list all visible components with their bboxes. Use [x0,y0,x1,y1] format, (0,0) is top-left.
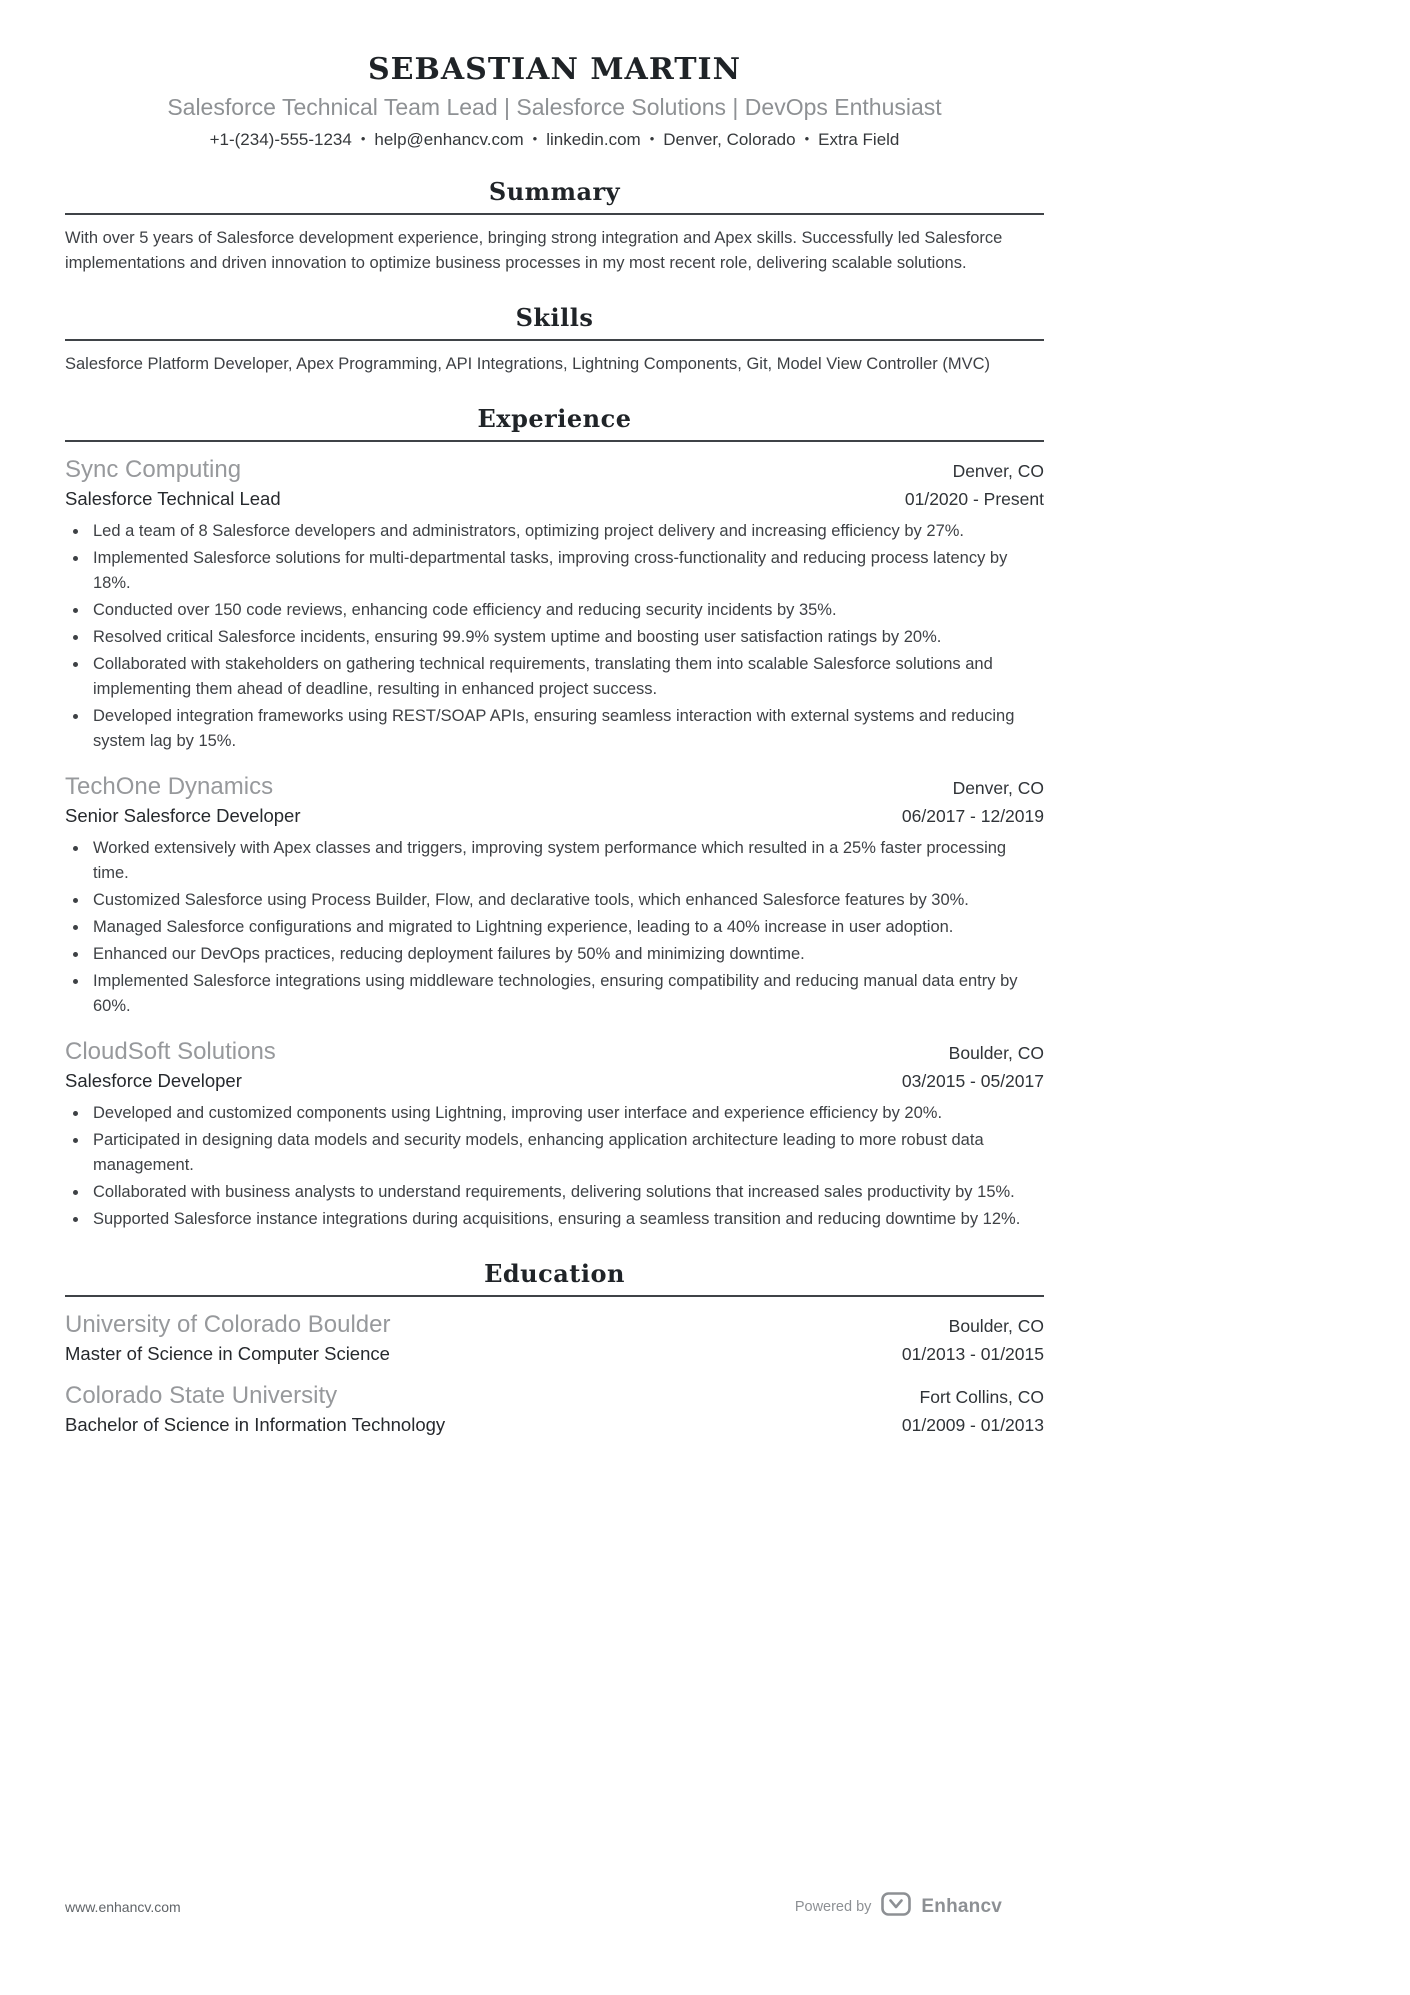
job-bullet: • Managed Salesforce configurations and migrated to Lightning experience, leading to a 40% increase in user adoption. [89,915,1044,940]
company-name: CloudSoft Solutions [65,1038,276,1065]
company-name: TechOne Dynamics [65,773,274,800]
job-dates: 06/2017 - 12/2019 [901,806,1044,826]
brand-name: Enhancv [921,1895,1002,1917]
powered-by-label: Powered by [794,1898,872,1915]
job-bullet: • Implemented Salesforce solutions for multi-departmental tasks, improving cross-functionality and reducing process latency by 18%. [89,546,1044,596]
education-dates: 01/2009 - 01/2013 [901,1415,1044,1435]
section-title-education: Education [484,1259,625,1288]
entry-subheader-row [65,1340,1044,1367]
linkedin-link[interactable]: linkedin.com [546,130,641,149]
entry-header-row [65,1380,1044,1411]
job-bullet: • Customized Salesforce using Process Builder, Flow, and declarative tools, which enhanced Salesforce features by 30%. [89,888,1044,913]
summary-section [65,177,1044,276]
website-link[interactable]: www.enhancv.com [65,1898,181,1915]
candidate-name: SEBASTIAN MARTIN [368,52,741,87]
job-bullet: • Developed integration frameworks using REST/SOAP APIs, ensuring seamless interaction with external systems and reducing system lag by 15%. [89,704,1044,754]
job-dates: 03/2015 - 05/2017 [901,1071,1044,1091]
entry-subheader-row [65,1067,1044,1094]
job-bullet: • Collaborated with business analysts to understand requirements, delivering solutions that increased sales productivity by 15%. [89,1180,1044,1205]
experience-entry [65,454,1044,754]
school-name: Colorado State University [65,1382,338,1409]
job-title: Senior Salesforce Developer [65,805,301,826]
job-bullet: • Resolved critical Salesforce incidents, ensuring 99.9% system uptime and boosting user satisfaction ratings by 20%. [89,625,1044,650]
skills-section [65,303,1044,377]
summary-text: With over 5 years of Salesforce development experience, bringing strong integration and Apex skills. Successfully led Salesforce implementations and driven innovation to optimize business processes in my most recent role, delivering scalable solutions. [65,229,1003,272]
entry-subheader-row [65,802,1044,829]
section-divider [65,440,1044,442]
job-bullet: • Implemented Salesforce integrations using middleware technologies, ensuring compatibility and reducing manual data entry by 60%. [89,969,1044,1019]
job-bullet: • Led a team of 8 Salesforce developers and administrators, optimizing project delivery and increasing efficiency by 27%. [89,519,1044,544]
school-location: Fort Collins, CO [919,1387,1044,1407]
job-bullet: • Supported Salesforce instance integrations during acquisitions, ensuring a seamless transition and reducing downtime by 12%. [89,1207,1044,1232]
job-bullet: • Collaborated with stakeholders on gathering technical requirements, translating them into scalable Salesforce solutions and implementing them ahead of deadline, resulting in enhanced project success. [89,652,1044,702]
degree-name: Master of Science in Computer Science [65,1343,390,1364]
resume-content [65,52,1044,1438]
job-title: Salesforce Technical Lead [65,488,281,509]
job-bullet: • Enhanced our DevOps practices, reducing deployment failures by 50% and minimizing downtime. [89,942,1044,967]
job-location: Denver, CO [952,461,1044,481]
separator-dot: • [360,131,366,146]
company-name: Sync Computing [65,456,242,483]
entry-header-row [65,771,1044,802]
job-bullet: • Worked extensively with Apex classes and triggers, improving system performance which resulted in a 25% faster processing time. [89,836,1044,886]
resume-header [65,52,1044,150]
powered-by-brand[interactable] [795,1892,1044,1921]
education-entry [65,1309,1044,1367]
job-location: Denver, CO [952,778,1044,798]
experience-entry [65,1036,1044,1232]
job-bullet: • Developed and customized components using Lightning, improving user interface and experience efficiency by 20%. [89,1101,1044,1126]
school-location: Boulder, CO [948,1316,1044,1336]
job-bullet-list [65,836,1044,1019]
education-section [65,1259,1044,1438]
section-title-skills: Skills [515,303,594,332]
entry-header-row [65,1036,1044,1067]
job-title: Salesforce Developer [65,1070,242,1091]
job-bullet-list [65,1101,1044,1232]
section-divider [65,339,1044,341]
contact-info [65,130,1044,150]
enhancv-logo-icon [881,1892,911,1921]
candidate-headline: Salesforce Technical Team Lead | Salesforce Solutions | DevOps Enthusiast [167,94,942,120]
page-footer [65,1892,1044,1921]
email-link[interactable]: help@enhancv.com [374,130,524,149]
education-dates: 01/2013 - 01/2015 [901,1344,1044,1364]
separator-dot: • [804,131,810,146]
section-title-experience: Experience [477,404,632,433]
separator-dot: • [649,131,655,146]
section-title-summary: Summary [488,177,621,206]
section-divider [65,1295,1044,1297]
job-bullet: • Conducted over 150 code reviews, enhancing code efficiency and reducing security incidents by 35%. [89,598,1044,623]
skills-text: Salesforce Platform Developer, Apex Programming, API Integrations, Lightning Components, Git, Model View Controller (MVC) [65,355,991,373]
job-bullet: • Participated in designing data models and security models, enhancing application architecture leading to more robust data management. [89,1128,1044,1178]
section-divider [65,213,1044,215]
entry-subheader-row [65,1411,1044,1438]
education-entry [65,1380,1044,1438]
job-location: Boulder, CO [948,1043,1044,1063]
school-name: University of Colorado Boulder [65,1311,391,1338]
location-text: Denver, Colorado [663,130,796,149]
degree-name: Bachelor of Science in Information Technology [65,1414,446,1435]
entry-header-row [65,454,1044,485]
job-dates: 01/2020 - Present [904,489,1044,509]
job-bullet-list [65,519,1044,754]
entry-header-row [65,1309,1044,1340]
experience-section [65,404,1044,1232]
phone-number: +1-(234)-555-1234 [209,130,352,149]
entry-subheader-row [65,485,1044,512]
experience-entry [65,771,1044,1019]
extra-field-text: Extra Field [818,130,900,149]
separator-dot: • [532,131,538,146]
